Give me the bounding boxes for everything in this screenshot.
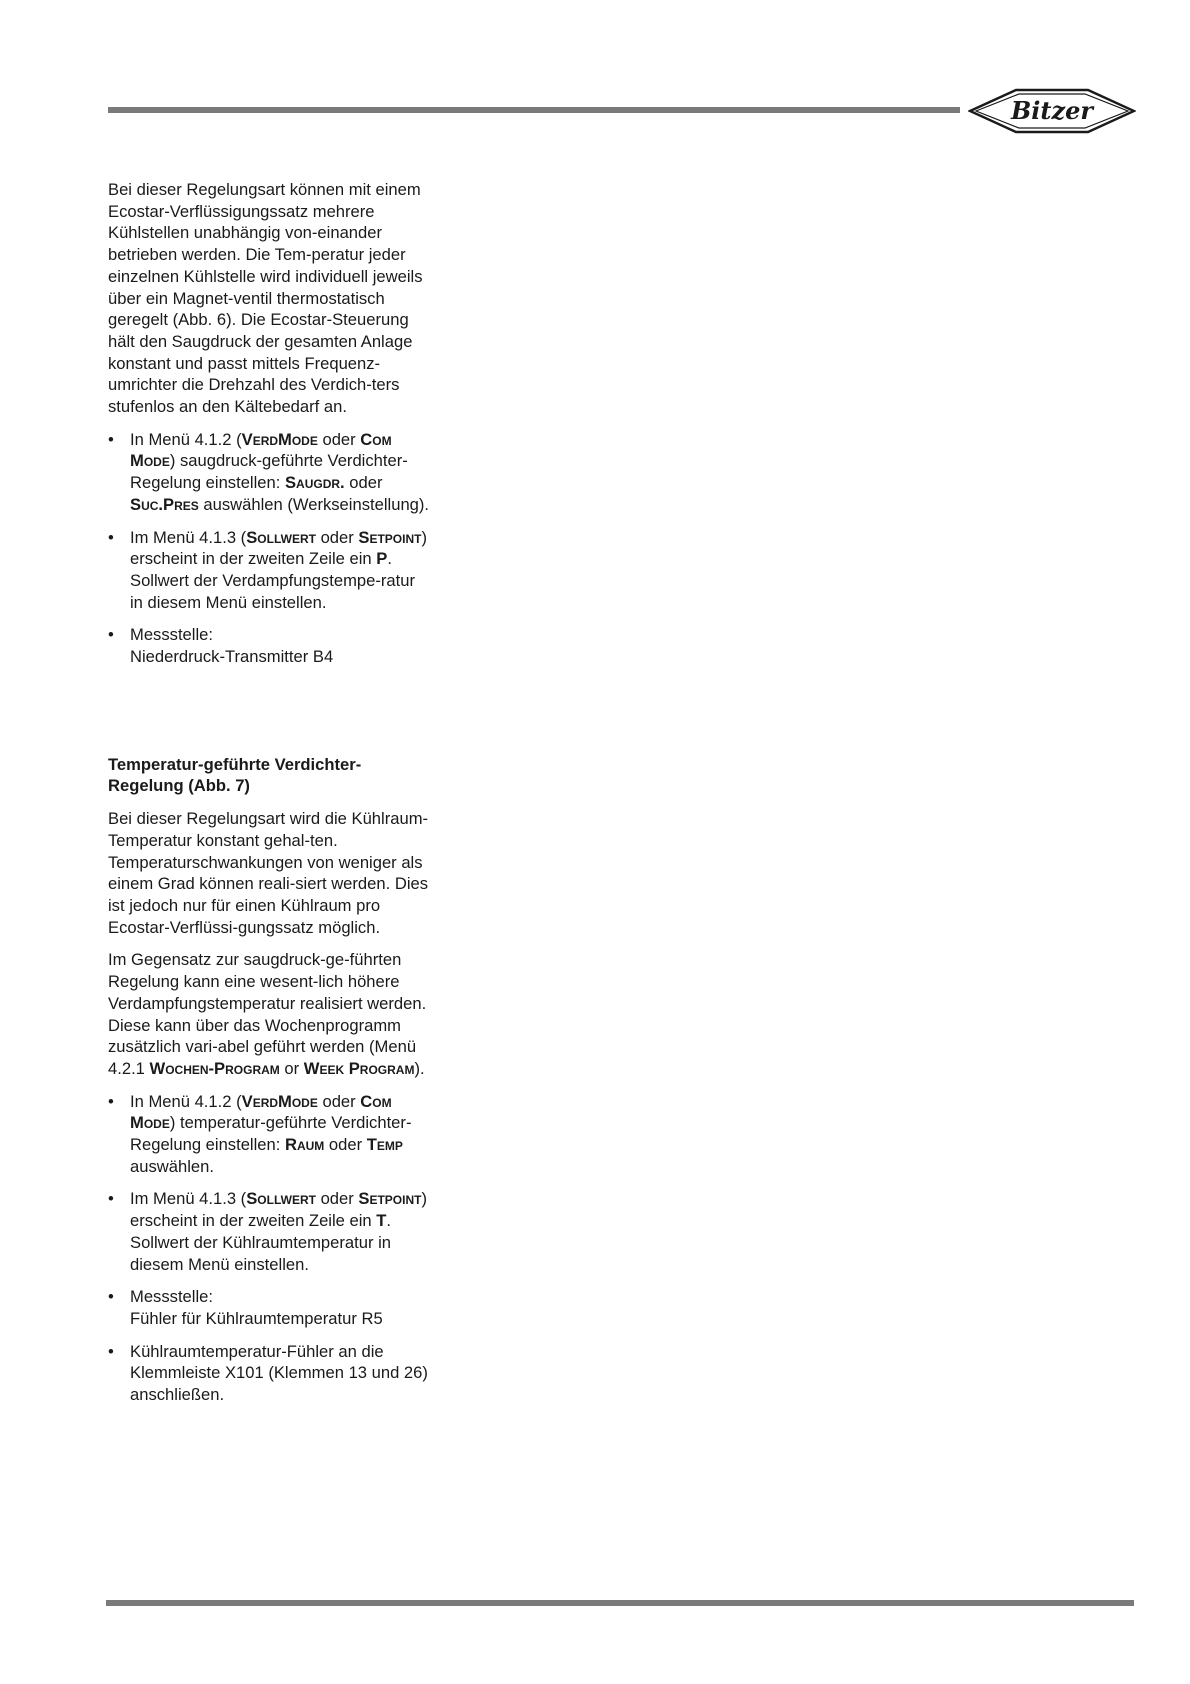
section2-heading: Temperatur-geführte Verdichter-Regelung (Abb. 7) [108,754,362,796]
section1-bullets [108,429,430,668]
menu-term: VerdMode [241,1091,318,1111]
menu-term: Saugdr. [284,473,345,493]
menu-term: Sollwert [246,1189,316,1209]
bullet-glyph: • [108,429,114,449]
menu-term: Com Mode [130,429,392,471]
list-item: • In Menü 4.1.2 (VerdMode oder Com Mode) saugdruck-geführte Verdichter-Regelung einstellen: Saugdr. oder Suc.Pres auswählen (Werkseinstellung). [108,429,430,514]
menu-term: Com Mode [130,1091,392,1133]
menu-term: Suc.Pres [130,494,199,514]
menu-term: VerdMode [241,429,318,449]
menu-term: Wochen-Program [149,1058,280,1078]
menu-term: Sollwert [246,527,316,547]
menu-term: Raum [284,1135,325,1155]
bullet-glyph: • [108,527,114,547]
list-item: • In Menü 4.1.2 (VerdMode oder Com Mode) temperatur-geführte Verdichter-Regelung einstellen: Raum oder Temp auswählen. [108,1091,412,1176]
menu-term: Setpoint [358,527,422,547]
logo-text: Bitzer [1010,96,1094,125]
bitzer-logo [968,84,1136,138]
bullet-glyph: • [108,1091,114,1111]
section1-intro: Bei dieser Regelungsart können mit einem Ecostar-Verflüssigungssatz mehrere Kühlstellen unabhängig von-einander betrieben werden. Die Tem-peratur jeder einzelnen Kühlstelle wird individuell jeweils über ein Magnet-ventil thermostatisch geregelt (Abb. 6). Die Ecostar-Steuerung hält den Saugdruck der gesamten Anlage konstant und passt mittels Frequenz-umrichter die Drehzahl des Verdich-ters stufenlos an den Kältebedarf an. [108,180,423,417]
bullet-glyph: • [108,1287,114,1307]
list-item: • Im Menü 4.1.3 (Sollwert oder Setpoint) erscheint in der zweiten Zeile ein T. Sollwert der Kühlraumtemperatur in diesem Menü einstellen. [108,1189,427,1274]
list-item: • Messstelle: Fühler für Kühlraumtemperatur R5 [108,1287,383,1328]
menu-term: Temp [366,1135,403,1155]
mode-letter: P [376,549,388,569]
menu-term: Setpoint [358,1189,422,1209]
text-column [108,179,430,1417]
bullet-glyph: • [108,625,114,645]
footer-rule [106,1600,1134,1606]
bullet-glyph: • [108,1189,114,1209]
list-item: • Kühlraumtemperatur-Fühler an die Klemmleiste X101 (Klemmen 13 und 26) anschließen. [108,1341,428,1405]
section2-paragraph: Im Gegensatz zur saugdruck-ge-führten Regelung kann eine wesent-lich höhere Verdampfungstemperatur realisiert werden. Diese kann über das Wochenprogramm zusätzlich vari-abel geführt werden (Menü 4.2.1 Wochen-Program or Week Program). [108,950,427,1078]
list-item: • Messstelle: Niederdruck-Transmitter B4 [108,625,334,667]
section2-bullets [108,1091,430,1406]
menu-term: Week Program [303,1058,415,1078]
bitzer-logo-mark [968,84,1136,138]
bullet-glyph: • [108,1341,114,1361]
section2-paragraph: Bei dieser Regelungsart wird die Kühlraum-Temperatur konstant gehal-ten. Temperaturschwankungen von weniger als einem Grad können reali-siert werden. Dies ist jedoch nur für einen Kühlraum pro Ecostar-Verflüssi-gungssatz möglich. [108,809,429,937]
list-item: • Im Menü 4.1.3 (Sollwert oder Setpoint) erscheint in der zweiten Zeile ein P. Sollwert der Verdampfungstempe-ratur in diesem Menü einstellen. [108,527,427,612]
header-rule [108,107,960,113]
mode-letter: T [376,1211,387,1231]
